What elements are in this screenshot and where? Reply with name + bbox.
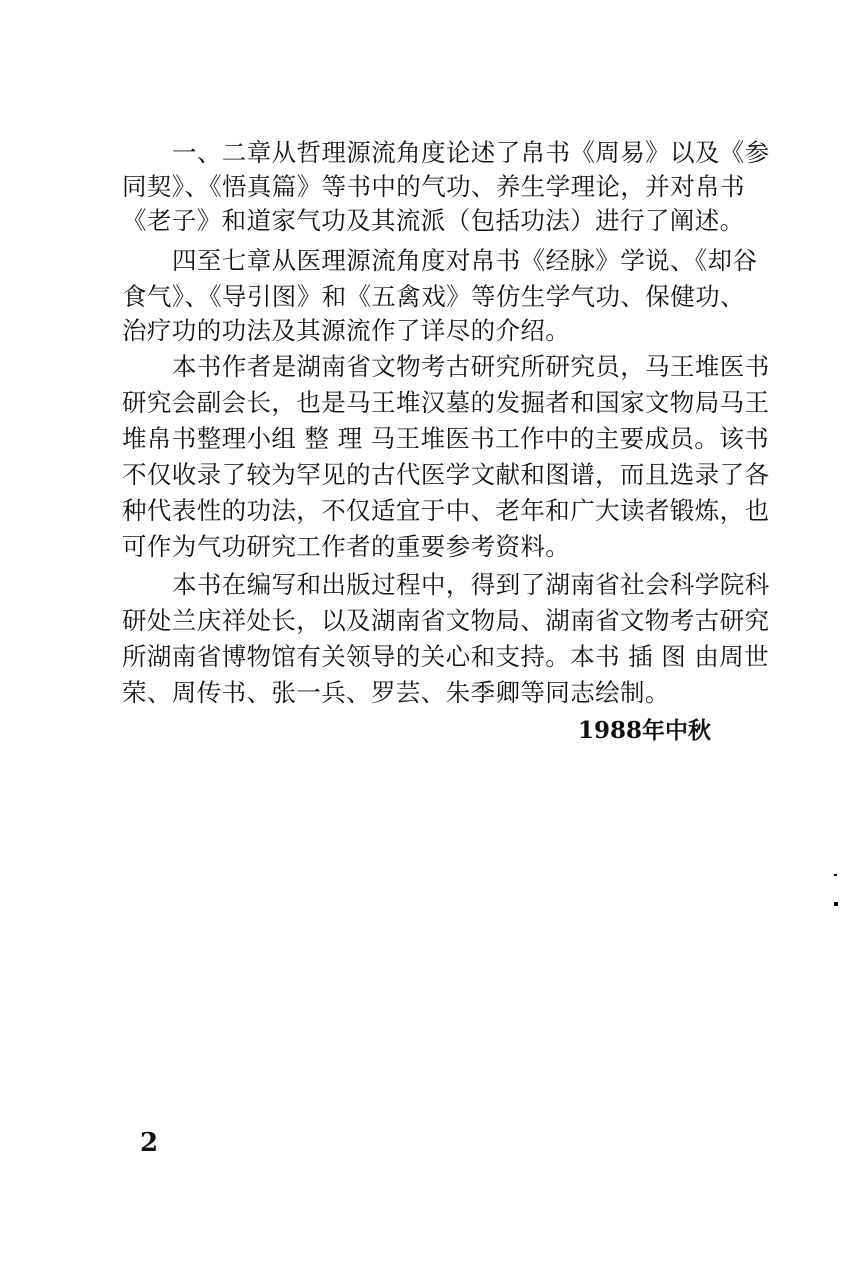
paragraph-2-line-1: 四至七章从医理源流角度对帛书《经脉》学说、《却谷 [172,246,758,275]
paragraph-4-line-3: 所湖南省博物馆有关领导的关心和支持。本书 插 图 由周世 [122,642,770,671]
date-signature: 1988年中秋 [578,717,712,744]
paragraph-3-line-3: 堆帛书整理小组 整 理 马王堆医书工作中的主要成员。该书 [122,424,770,453]
paragraph-3-line-4: 不仅收录了较为罕见的古代医学文献和图谱，而且选录了各 [122,460,770,489]
paragraph-1-line-3: 《老子》和道家气功及其流派（包括功法）进行了阐述。 [122,206,745,235]
paragraph-4-line-1: 本书在编写和出版过程中，得到了湖南省社会科学院科 [172,570,770,599]
paragraph-3-line-2: 研究会副会长，也是马王堆汉墓的发掘者和国家文物局马王 [122,388,770,417]
paragraph-1-line-1: 一、二章从哲理源流角度论述了帛书《周易》以及《参 [172,138,770,167]
paragraph-2-line-3: 治疗功的功法及其源流作了详尽的介绍。 [122,316,571,345]
paragraph-3-line-6: 可作为气功研究工作者的重要参考资料。 [122,532,571,561]
page-number: 2 [140,1128,159,1158]
paragraph-1-line-2: 同契》、《悟真篇》等书中的气功、养生学理论，并对帛书 [122,172,745,201]
paragraph-3-line-5: 种代表性的功法，不仅适宜于中、老年和广大读者锻炼，也 [122,496,770,525]
scan-speck [834,902,838,906]
paragraph-4-line-2: 研处兰庆祥处长，以及湖南省文物局、湖南省文物考古研究 [122,606,770,635]
paragraph-3-line-1: 本书作者是湖南省文物考古研究所研究员，马王堆医书 [172,352,770,381]
paragraph-2-line-2: 食气》、《导引图》和《五禽戏》等仿生学气功、保健功、 [122,282,745,311]
scan-speck [834,874,837,876]
paragraph-4-line-4: 荣、周传书、张一兵、罗芸、朱季卿等同志绘制。 [122,678,670,707]
